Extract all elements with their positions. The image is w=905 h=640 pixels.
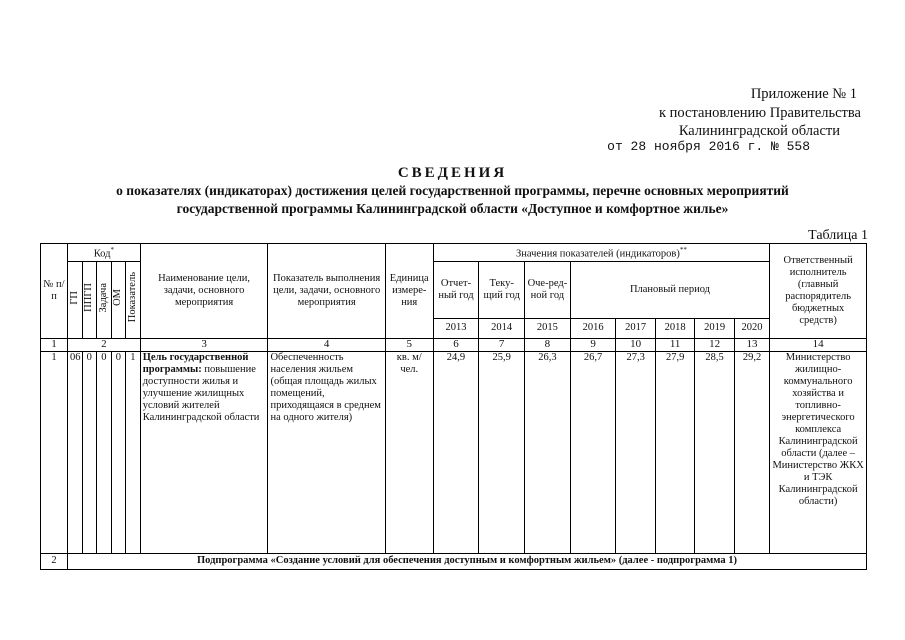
header-code-task: Задача [97,261,112,338]
col-number: 10 [616,338,655,351]
header-current-year: Теку-щий год [479,261,525,318]
col-number: 12 [695,338,734,351]
row1-code-ppgp: 0 [82,351,97,553]
appendix-date: от 28 ноября 2016 г. № 558 [607,139,810,154]
header-next-year: Оче-ред-ной год [525,261,571,318]
row1-value-2013: 24,9 [433,351,479,553]
row1-value-2016: 26,7 [570,351,616,553]
year-2015: 2015 [525,318,571,338]
col-number: 1 [41,338,68,351]
col-number: 2 [68,338,141,351]
col-number: 5 [385,338,433,351]
header-unit: Единица измере-ния [385,244,433,339]
year-2020: 2020 [734,318,769,338]
col-number: 8 [525,338,571,351]
header-code-om: ОМ [111,261,126,338]
year-2017: 2017 [616,318,655,338]
header-indicator: Показатель выполнения цели, задачи, основного мероприятия [268,244,385,339]
header-code-indicator: Показатель [126,261,141,338]
document-title: СВЕДЕНИЯ [397,165,508,181]
row1-value-2015: 26,3 [525,351,571,553]
row1-goal: Цель государственной программы: повышение доступности жилья и улучшение жилищных условий жителей Калининградской области [140,351,268,553]
header-report-year: Отчет-ный год [433,261,479,318]
header-num: № п/п [41,244,68,339]
row1-code-gp: 06 [68,351,83,553]
header-code: Код* [68,244,141,262]
col-number: 13 [734,338,769,351]
year-2014: 2014 [479,318,525,338]
header-responsible: Ответственный исполнитель (главный распорядитель бюджетных средств) [770,244,867,339]
header-plan-period: Плановый период [570,261,770,318]
year-2019: 2019 [695,318,734,338]
header-values: Значения показателей (индикаторов)** [433,244,770,262]
col-number: 3 [140,338,268,351]
row1-value-2014: 25,9 [479,351,525,553]
row1-indicator: Обеспеченность населения жильем (общая площадь жилых помещений, приходящаяся в среднем на одного жителя) [268,351,385,553]
year-2018: 2018 [655,318,694,338]
year-2013: 2013 [433,318,479,338]
row1-unit: кв. м/ чел. [385,351,433,553]
col-number: 4 [268,338,385,351]
col-number: 14 [770,338,867,351]
col-number: 11 [655,338,694,351]
row1-value-2017: 27,3 [616,351,655,553]
document-subtitle-1: о показателях (индикаторах) достижения целей государственной программы, перечне основных мероприятий [116,183,789,198]
header-code-gp: ГП [68,261,83,338]
row1-code-om: 0 [111,351,126,553]
year-2016: 2016 [570,318,616,338]
document-subtitle-2: государственной программы Калининградской области «Доступное и комфортное жилье» [176,201,729,216]
row1-responsible: Министерство жилищно-коммунального хозяйства и топливно-энергетического комплекса Калининградской области (далее – Министерство ЖКХ и ТЭК Калининградской области) [770,351,867,553]
row1-num: 1 [41,351,68,553]
indicators-table [40,243,867,570]
table-label: Таблица 1 [808,228,868,243]
row1-code-indicator: 1 [126,351,141,553]
header-code-ppgp: ППГП [82,261,97,338]
appendix-number: Приложение № 1 [750,86,857,102]
header-goal: Наименование цели, задачи, основного мероприятия [140,244,268,339]
appendix-resolution: к постановлению Правительства [659,105,861,121]
row2-subprogram: Подпрограмма «Создание условий для обеспечения доступным и комфортным жильем» (далее - подпрограмма 1) [68,553,867,569]
row1-value-2020: 29,2 [734,351,769,553]
appendix-region: Калининградской области [678,123,840,139]
row1-value-2019: 28,5 [695,351,734,553]
col-number: 9 [570,338,616,351]
row1-value-2018: 27,9 [655,351,694,553]
col-number: 7 [479,338,525,351]
row2-num: 2 [41,553,68,569]
col-number: 6 [433,338,479,351]
row1-code-task: 0 [97,351,112,553]
